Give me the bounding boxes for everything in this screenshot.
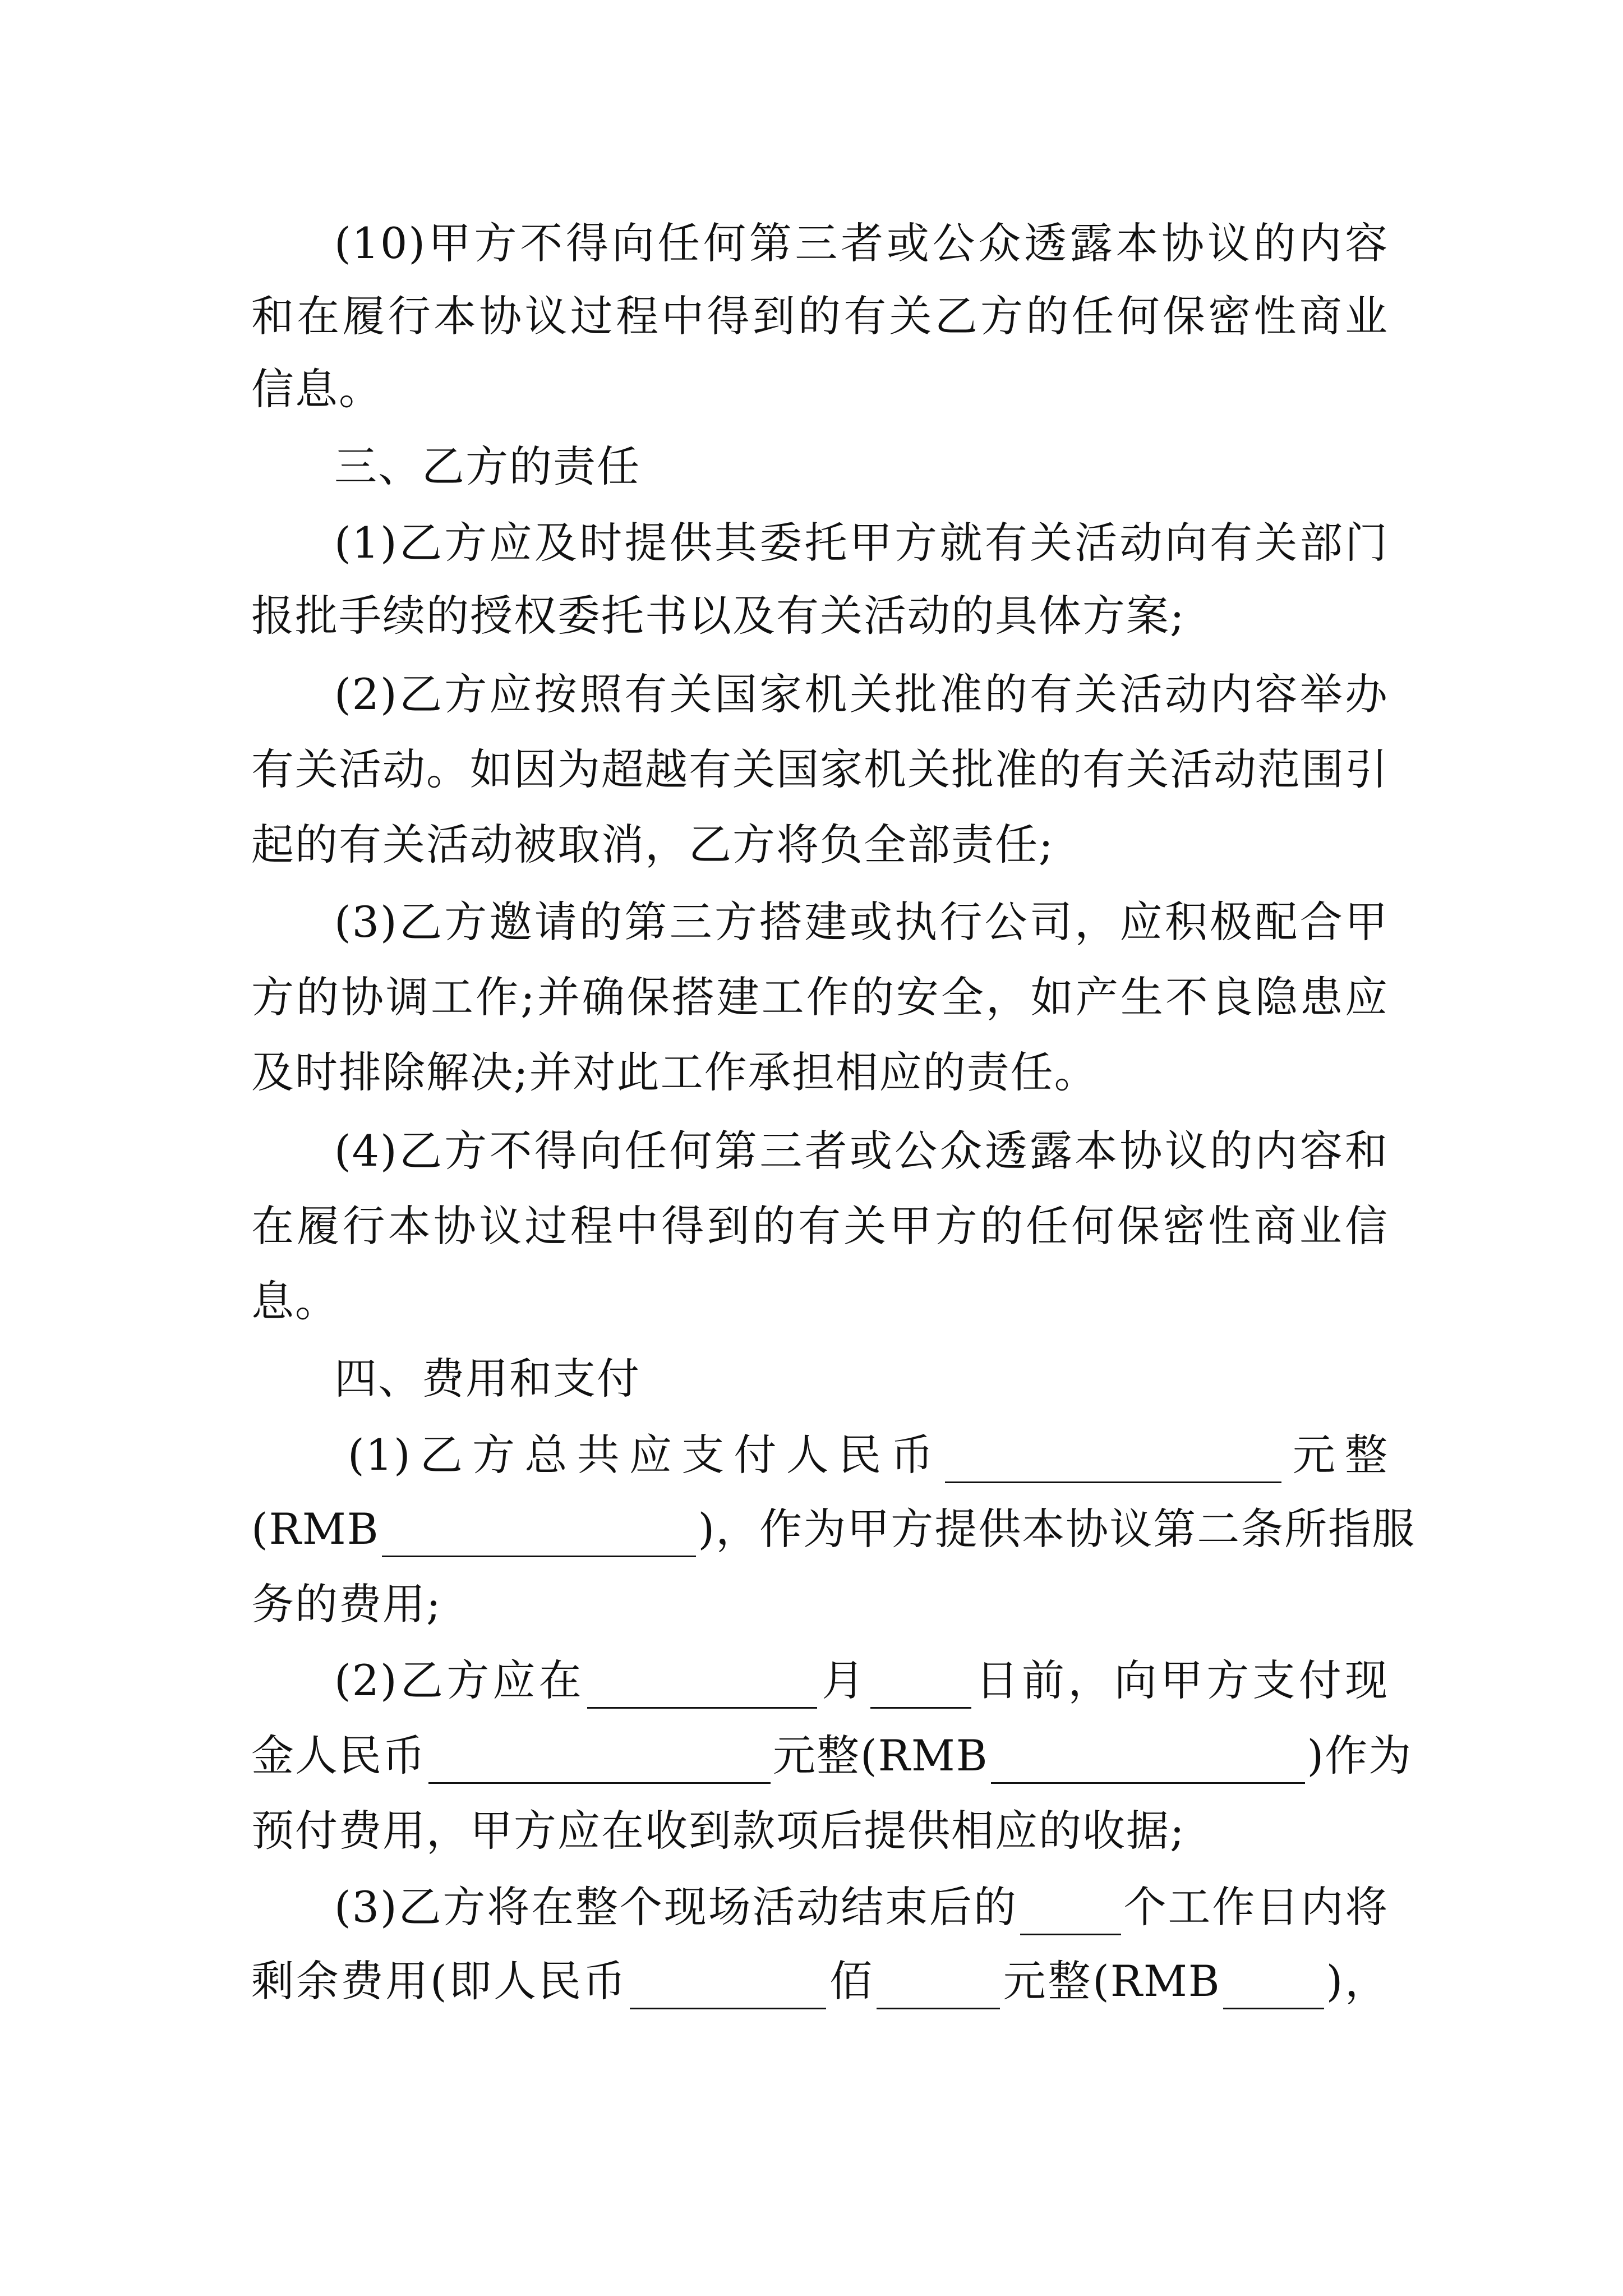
item-2-text-c: 日前，向甲方支付现	[973, 1655, 1389, 1705]
item-3-text-d: 佰	[828, 1956, 874, 2006]
item-1-text-b: 元整	[1284, 1430, 1389, 1480]
section-4-item-1-line-2	[251, 1501, 1416, 1557]
section-4-item-3-line-2	[251, 1953, 1389, 2009]
section-3-item-2-line-3: 起的有关活动被取消，乙方将负全部责任;	[251, 820, 1054, 869]
item-1-text-a: (1)乙方总共应支付人民币	[348, 1430, 943, 1480]
day-blank[interactable]	[870, 1668, 971, 1709]
item-2-text-a: (2)乙方应在	[334, 1655, 585, 1705]
section-4-item-1-line-3: 务的费用;	[251, 1579, 442, 1629]
section-4-item-1-line-1	[348, 1427, 1389, 1483]
prepay-amount-blank[interactable]	[428, 1743, 771, 1784]
item-3-text-e: 元整(RMB	[1002, 1956, 1221, 2006]
section-3-item-4-line-3: 息。	[251, 1276, 339, 1326]
item-3-text-f: )，	[1326, 1956, 1389, 2006]
amount-blank[interactable]	[945, 1442, 1281, 1483]
remaining-hundreds-blank[interactable]	[630, 1968, 826, 2009]
rmb-amount-blank[interactable]	[382, 1516, 696, 1557]
paragraph-10-line-3: 信息。	[251, 364, 382, 414]
section-3-heading: 三、乙方的责任	[334, 441, 640, 491]
item-1-text-c: (RMB	[251, 1504, 380, 1554]
section-4-item-2-line-3: 预付费用，甲方应在收到款项后提供相应的收据;	[251, 1806, 1186, 1856]
section-3-item-4-line-2: 在履行本协议过程中得到的有关甲方的任何保密性商业信	[251, 1201, 1389, 1251]
item-3-text-b: 个工作日内将	[1123, 1882, 1389, 1932]
section-3-item-2-line-1: (2)乙方应按照有关国家机关批准的有关活动内容举办	[334, 669, 1389, 719]
section-3-item-4-line-1: (4)乙方不得向任何第三者或公众透露本协议的内容和	[334, 1126, 1389, 1176]
paragraph-10-line-1: (10)甲方不得向任何第三者或公众透露本协议的内容	[334, 218, 1389, 268]
section-3-item-2-line-2: 有关活动。如因为超越有关国家机关批准的有关活动范围引	[251, 744, 1389, 794]
section-3-item-3-line-3: 及时排除解决;并对此工作承担相应的责任。	[251, 1047, 1098, 1097]
remaining-yuan-blank[interactable]	[877, 1968, 1000, 2009]
section-3-item-1-line-2: 报批手续的授权委托书以及有关活动的具体方案;	[251, 591, 1186, 641]
item-2-text-f: )作为	[1307, 1731, 1413, 1780]
month-blank[interactable]	[587, 1668, 817, 1709]
paragraph-10-line-2: 和在履行本协议过程中得到的有关乙方的任何保密性商业	[251, 291, 1389, 341]
section-3-item-1-line-1: (1)乙方应及时提供其委托甲方就有关活动向有关部门	[334, 518, 1389, 568]
prepay-rmb-blank[interactable]	[991, 1743, 1305, 1784]
remaining-rmb-blank[interactable]	[1223, 1968, 1324, 2009]
section-4-item-2-line-1	[334, 1653, 1389, 1709]
section-4-heading: 四、费用和支付	[334, 1354, 640, 1404]
item-2-text-b: 月	[819, 1655, 868, 1705]
item-3-text-a: (3)乙方将在整个现场活动结束后的	[334, 1882, 1018, 1932]
item-3-text-c: 剩余费用(即人民币	[251, 1956, 628, 2006]
section-3-item-3-line-2: 方的协调工作;并确保搭建工作的安全，如产生不良隐患应	[251, 972, 1389, 1022]
section-3-item-3-line-1: (3)乙方邀请的第三方搭建或执行公司，应积极配合甲	[334, 897, 1389, 947]
item-2-text-e: 元整(RMB	[773, 1731, 989, 1780]
workdays-blank[interactable]	[1020, 1894, 1121, 1935]
item-1-text-d: )，作为甲方提供本协议第二条所指服	[698, 1504, 1416, 1554]
section-4-item-3-line-1	[334, 1879, 1389, 1935]
item-2-text-d: 金人民币	[251, 1731, 426, 1780]
section-4-item-2-line-2	[251, 1728, 1413, 1784]
